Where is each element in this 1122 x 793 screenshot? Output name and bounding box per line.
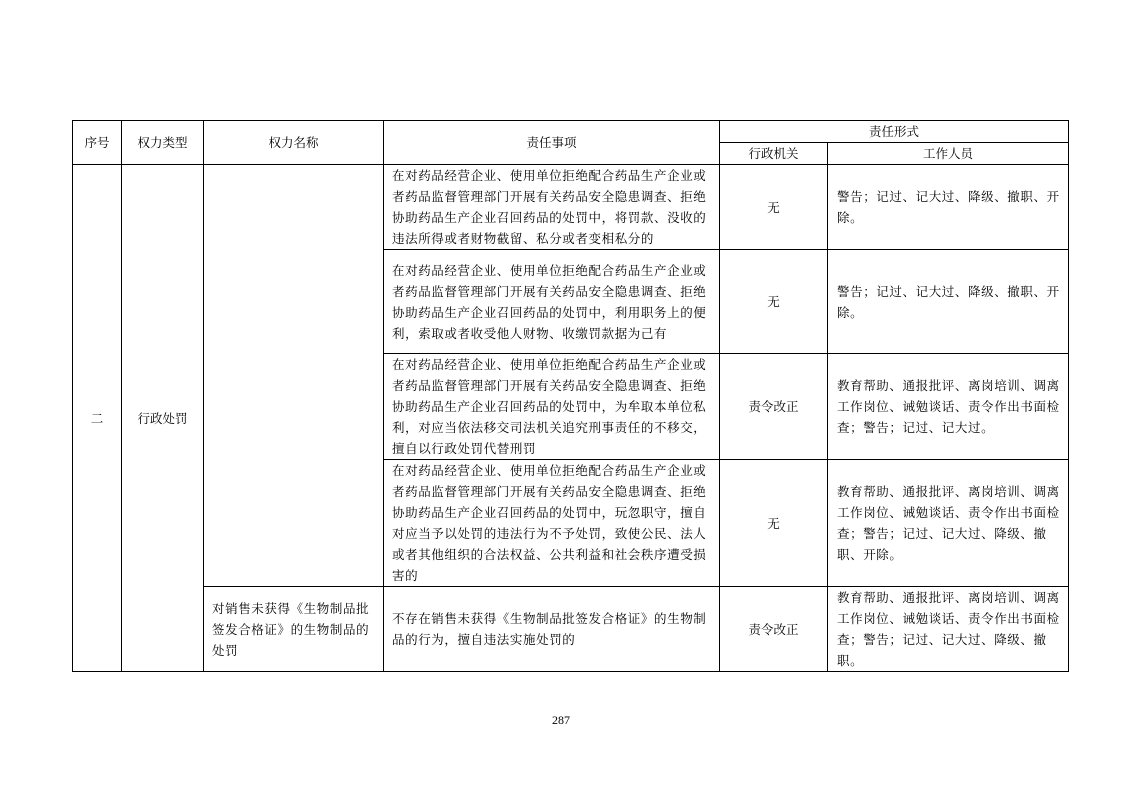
staff-cell: 教育帮助、通报批评、离岗培训、调离工作岗位、诫勉谈话、责令作出书面检查；警告；记过、记大过。 <box>828 354 1069 460</box>
header-seq: 序号 <box>73 121 122 165</box>
staff-cell: 教育帮助、通报批评、离岗培训、调离工作岗位、诫勉谈话、责令作出书面检查；警告；记过、记大过、降级、撤职、开除。 <box>828 460 1069 587</box>
responsibility-cell: 在对药品经营企业、使用单位拒绝配合药品生产企业或者药品监督管理部门开展有关药品安全隐患调查、拒绝协助药品生产企业召回药品的处罚中，利用职务上的便利，索取或者收受他人财物、收缴罚款据为己有 <box>384 250 720 354</box>
header-resp-form: 责任形式 <box>720 121 1069 143</box>
page-number: 287 <box>552 713 570 727</box>
admin-org-cell: 责令改正 <box>720 587 828 672</box>
header-row-top <box>73 121 1069 143</box>
responsibility-cell: 在对药品经营企业、使用单位拒绝配合药品生产企业或者药品监督管理部门开展有关药品安全隐患调查、拒绝协助药品生产企业召回药品的处罚中，将罚款、没收的违法所得或者财物截留、私分或者变相私分的 <box>384 165 720 250</box>
table-row <box>73 587 1069 672</box>
staff-cell: 警告；记过、记大过、降级、撤职、开除。 <box>828 165 1069 250</box>
admin-org-cell: 无 <box>720 460 828 587</box>
header-power-name: 权力名称 <box>204 121 384 165</box>
power-name-cell: 对销售未获得《生物制品批签发合格证》的生物制品的处罚 <box>204 587 384 672</box>
responsibility-cell: 在对药品经营企业、使用单位拒绝配合药品生产企业或者药品监督管理部门开展有关药品安全隐患调查、拒绝协助药品生产企业召回药品的处罚中，为牟取本单位私利，对应当依法移交司法机关追究刑事责任的不移交，擅自以行政处罚代替刑罚 <box>384 354 720 460</box>
header-admin-org: 行政机关 <box>720 143 828 165</box>
admin-org-cell: 无 <box>720 165 828 250</box>
responsibility-table <box>72 120 1069 672</box>
responsibility-cell: 在对药品经营企业、使用单位拒绝配合药品生产企业或者药品监督管理部门开展有关药品安全隐患调查、拒绝协助药品生产企业召回药品的处罚中，玩忽职守，擅自对应当予以处罚的违法行为不予处罚，致使公民、法人或者其他组织的合法权益、公共利益和社会秩序遭受损害的 <box>384 460 720 587</box>
staff-cell: 警告；记过、记大过、降级、撤职、开除。 <box>828 250 1069 354</box>
responsibility-cell: 不存在销售未获得《生物制品批签发合格证》的生物制品的行为，擅自违法实施处罚的 <box>384 587 720 672</box>
group-power-type: 行政处罚 <box>122 165 204 672</box>
table-row <box>73 165 1069 250</box>
header-power-type: 权力类型 <box>122 121 204 165</box>
admin-org-cell: 责令改正 <box>720 354 828 460</box>
group-seq: 二 <box>73 165 122 672</box>
admin-org-cell: 无 <box>720 250 828 354</box>
header-staff: 工作人员 <box>828 143 1069 165</box>
staff-cell: 教育帮助、通报批评、离岗培训、调离工作岗位、诫勉谈话、责令作出书面检查；警告；记过、记大过、降级、撤职。 <box>828 587 1069 672</box>
header-responsibility: 责任事项 <box>384 121 720 165</box>
power-name-cell <box>204 165 384 587</box>
